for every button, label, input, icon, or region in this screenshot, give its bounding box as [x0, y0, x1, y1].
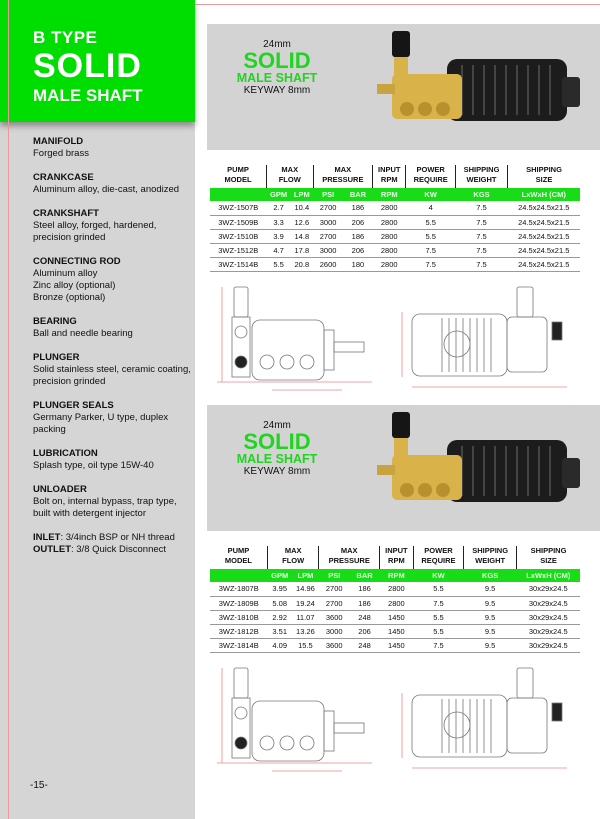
column-header: INPUT RPM [380, 546, 414, 569]
table-cell: 3WZ-1510B [210, 229, 267, 243]
table-cell: 3WZ-1509B [210, 215, 267, 229]
table-cell: 4 [406, 201, 456, 215]
table-cell: 7.5 [406, 257, 456, 271]
column-header: MAX FLOW [267, 546, 318, 569]
product-banner [207, 24, 600, 150]
spec-title: CONNECTING ROD [33, 256, 121, 267]
unit-cell: GPM [267, 569, 292, 582]
table-cell: 5.5 [413, 624, 463, 638]
table-cell: 3WZ-1812B [210, 624, 267, 638]
table-cell: 5.5 [413, 610, 463, 624]
spec-title: BEARING [33, 316, 77, 327]
table-row [210, 229, 580, 243]
column-header: SHIPPING SIZE [526, 165, 562, 184]
banner-solid: SOLID [243, 429, 311, 454]
spec-item [33, 256, 195, 304]
table-cell: 9.5 [464, 638, 517, 652]
spec-item [33, 316, 195, 340]
table-cell: 2800 [373, 229, 406, 243]
table-cell: 9.5 [464, 596, 517, 610]
table-header [210, 165, 580, 188]
table-cell: 3WZ-1512B [210, 243, 267, 257]
column-header: POWER REQUIRE [413, 546, 463, 569]
table-cell: 1450 [380, 638, 414, 652]
table-cell: 24.5x24.5x21.5 [508, 201, 581, 215]
table-cell: 3WZ-1810B [210, 610, 267, 624]
table-cell: 30x29x24.5 [517, 624, 580, 638]
hero-male-shaft: MALE SHAFT [33, 86, 143, 105]
spec-value: Aluminum alloy, die-cast, anodized [33, 184, 180, 195]
table-cell: 2800 [373, 215, 406, 229]
table-cell: 2800 [380, 582, 414, 596]
spec-item [33, 208, 195, 244]
spec-item [33, 352, 195, 388]
table-cell: 2800 [380, 596, 414, 610]
table-row [210, 624, 580, 638]
table-row [210, 243, 580, 257]
spec-title: LUBRICATION [33, 448, 98, 459]
column-header: PUMP MODEL [210, 546, 267, 569]
spec-title: PLUNGER SEALS [33, 400, 114, 411]
column-header: POWER REQUIRE [406, 165, 456, 188]
spec-title: UNLOADER [33, 484, 87, 495]
spec-item [33, 400, 195, 436]
banner-text [227, 420, 327, 477]
spec-item [33, 484, 195, 520]
shaft-size: 24mm [263, 39, 291, 50]
table-cell: 7.5 [455, 229, 507, 243]
hero-solid: SOLID [33, 47, 142, 85]
table-cell: 14.96 [292, 582, 319, 596]
table-cell: 9.5 [464, 582, 517, 596]
table-cell: 206 [350, 624, 380, 638]
spec-value: Bolt on, internal bypass, trap type, built with detergent injector [33, 496, 177, 519]
banner-male-shaft: MALE SHAFT [236, 452, 318, 466]
table-cell: 30x29x24.5 [517, 610, 580, 624]
table-cell: 2700 [313, 201, 343, 215]
spec-item [33, 448, 195, 472]
table-cell: 3WZ-1507B [210, 201, 267, 215]
column-header: SHIPPING WEIGHT [464, 546, 517, 569]
unit-cell: GPM [267, 188, 291, 201]
column-header: SHIPPING SIZE [530, 546, 567, 565]
table-cell: 15.5 [292, 638, 319, 652]
table-cell: 9.5 [464, 610, 517, 624]
table-cell: 7.5 [455, 257, 507, 271]
spec-value: Splash type, oil type 15W-40 [33, 460, 154, 471]
table-cell: 3600 [319, 638, 350, 652]
spec-title: MANIFOLD [33, 136, 84, 147]
table-cell: 186 [343, 201, 372, 215]
spec-value: Solid stainless steel, ceramic coating, precision grinded [33, 364, 191, 387]
table-cell: 3000 [319, 624, 350, 638]
spec-title: CRANKSHAFT [33, 208, 99, 219]
table-cell: 4.09 [267, 638, 292, 652]
table-cell: 206 [343, 215, 372, 229]
table-cell: 3.3 [267, 215, 291, 229]
unit-cell: KW [406, 188, 456, 201]
table-cell: 3.51 [267, 624, 292, 638]
table-cell: 11.07 [292, 610, 319, 624]
table-cell: 13.26 [292, 624, 319, 638]
table-cell: 7.5 [413, 596, 463, 610]
unit-cell: KGS [464, 569, 517, 582]
table-cell: 7.5 [455, 201, 507, 215]
table-cell: 7.5 [455, 243, 507, 257]
shaft-size: 24mm [263, 420, 291, 431]
table-cell: 24.5x24.5x21.5 [508, 243, 581, 257]
banner-keyway: KEYWAY 8mm [243, 466, 311, 477]
table-cell: 20.8 [291, 257, 313, 271]
table-cell: 180 [343, 257, 372, 271]
table-cell: 3WZ-1514B [210, 257, 267, 271]
pump-photo [352, 29, 592, 144]
table-cell: 2700 [313, 229, 343, 243]
banner-keyway: KEYWAY 8mm [243, 85, 311, 96]
table-row [210, 638, 580, 652]
table-cell: 2700 [319, 582, 350, 596]
table-cell: 5.5 [267, 257, 291, 271]
table-row [210, 610, 580, 624]
banner-text [227, 39, 327, 96]
spec-table [210, 165, 580, 272]
table-cell: 186 [343, 229, 372, 243]
banner-solid: SOLID [243, 48, 311, 73]
unit-cell: BAR [350, 569, 380, 582]
page-number: -15- [30, 780, 48, 791]
table-cell: 3000 [313, 243, 343, 257]
spec-value: Aluminum alloy [33, 268, 98, 279]
table-cell: 9.5 [464, 624, 517, 638]
table-cell: 2800 [373, 201, 406, 215]
table-row [210, 596, 580, 610]
table-cell: 2.92 [267, 610, 292, 624]
units-row [210, 569, 580, 582]
table-cell: 7.5 [406, 243, 456, 257]
column-header: MAX PRESSURE [319, 546, 380, 569]
spec-title: PLUNGER [33, 352, 80, 363]
table-cell: 206 [343, 243, 372, 257]
table-cell: 30x29x24.5 [517, 596, 580, 610]
unit-cell: KGS [455, 188, 507, 201]
unit-cell: LPM [291, 188, 313, 201]
crop-line [8, 0, 9, 819]
spec-value: Steel alloy, forged, hardened, precision grinded [33, 220, 157, 243]
units-row [210, 188, 580, 201]
table-row [210, 257, 580, 271]
table-cell: 2800 [373, 257, 406, 271]
hero-type: B TYPE [33, 28, 98, 47]
table-cell: 3.9 [267, 229, 291, 243]
table-cell: 5.5 [406, 229, 456, 243]
unit-cell: LxWxH (CM) [517, 569, 580, 582]
column-header: SHIPPING WEIGHT [455, 165, 507, 188]
unit-cell: RPM [373, 188, 406, 201]
spec-value: Ball and needle bearing [33, 328, 133, 339]
table-cell: 3600 [319, 610, 350, 624]
table-cell: 14.8 [291, 229, 313, 243]
unit-cell: BAR [343, 188, 372, 201]
column-header: INPUT RPM [373, 165, 406, 188]
spec-table [210, 546, 580, 653]
column-header: PUMP MODEL [210, 165, 267, 188]
column-header: MAX PRESSURE [313, 165, 373, 188]
table-cell: 186 [350, 596, 380, 610]
unit-cell [210, 188, 267, 201]
spec-value: Bronze (optional) [33, 292, 106, 303]
unit-cell: RPM [380, 569, 414, 582]
table-cell: 17.8 [291, 243, 313, 257]
unit-cell: KW [413, 569, 463, 582]
table-cell: 3.95 [267, 582, 292, 596]
technical-drawing [212, 663, 582, 773]
unit-cell: LxWxH (CM) [508, 188, 581, 201]
outlet-spec: OUTLET: 3/8 Quick Disconnect [33, 544, 167, 555]
table-cell: 2.7 [267, 201, 291, 215]
column-header: MAX FLOW [267, 165, 313, 188]
banner-male-shaft: MALE SHAFT [236, 71, 318, 85]
hero-title-box [0, 0, 195, 122]
table-cell: 19.24 [292, 596, 319, 610]
table-cell: 10.4 [291, 201, 313, 215]
table-cell: 4.7 [267, 243, 291, 257]
unit-cell: LPM [292, 569, 319, 582]
table-cell: 30x29x24.5 [517, 582, 580, 596]
spec-value: Forged brass [33, 148, 89, 159]
table-cell: 5.08 [267, 596, 292, 610]
unit-cell [210, 569, 267, 582]
spec-title: CRANKCASE [33, 172, 94, 183]
table-cell: 7.5 [455, 215, 507, 229]
table-cell: 24.5x24.5x21.5 [508, 229, 581, 243]
spec-item [33, 172, 195, 196]
pump-photo [352, 410, 592, 525]
table-header [210, 546, 580, 569]
table-cell: 248 [350, 638, 380, 652]
table-cell: 2600 [313, 257, 343, 271]
table-cell: 7.5 [413, 638, 463, 652]
table-cell: 24.5x24.5x21.5 [508, 257, 581, 271]
inlet-spec: INLET: 3/4inch BSP or NH thread [33, 532, 175, 543]
product-banner [207, 405, 600, 531]
table-cell: 3WZ-1814B [210, 638, 267, 652]
table-cell: 186 [350, 582, 380, 596]
table-cell: 3WZ-1807B [210, 582, 267, 596]
table-cell: 12.6 [291, 215, 313, 229]
spec-value: Germany Parker, U type, duplex packing [33, 412, 169, 435]
table-cell: 248 [350, 610, 380, 624]
table-cell: 30x29x24.5 [517, 638, 580, 652]
unit-cell: PSI [319, 569, 350, 582]
table-row [210, 215, 580, 229]
table-cell: 5.5 [413, 582, 463, 596]
table-row [210, 582, 580, 596]
table-cell: 1450 [380, 610, 414, 624]
table-cell: 2700 [319, 596, 350, 610]
spec-item [33, 136, 195, 160]
technical-drawing [212, 282, 582, 392]
spec-value: Zinc alloy (optional) [33, 280, 116, 291]
spec-sidebar [0, 122, 195, 819]
table-cell: 1450 [380, 624, 414, 638]
table-cell: 2800 [373, 243, 406, 257]
table-cell: 3WZ-1809B [210, 596, 267, 610]
table-row [210, 201, 580, 215]
table-cell: 24.5x24.5x21.5 [508, 215, 581, 229]
table-cell: 5.5 [406, 215, 456, 229]
table-cell: 3000 [313, 215, 343, 229]
unit-cell: PSI [313, 188, 343, 201]
